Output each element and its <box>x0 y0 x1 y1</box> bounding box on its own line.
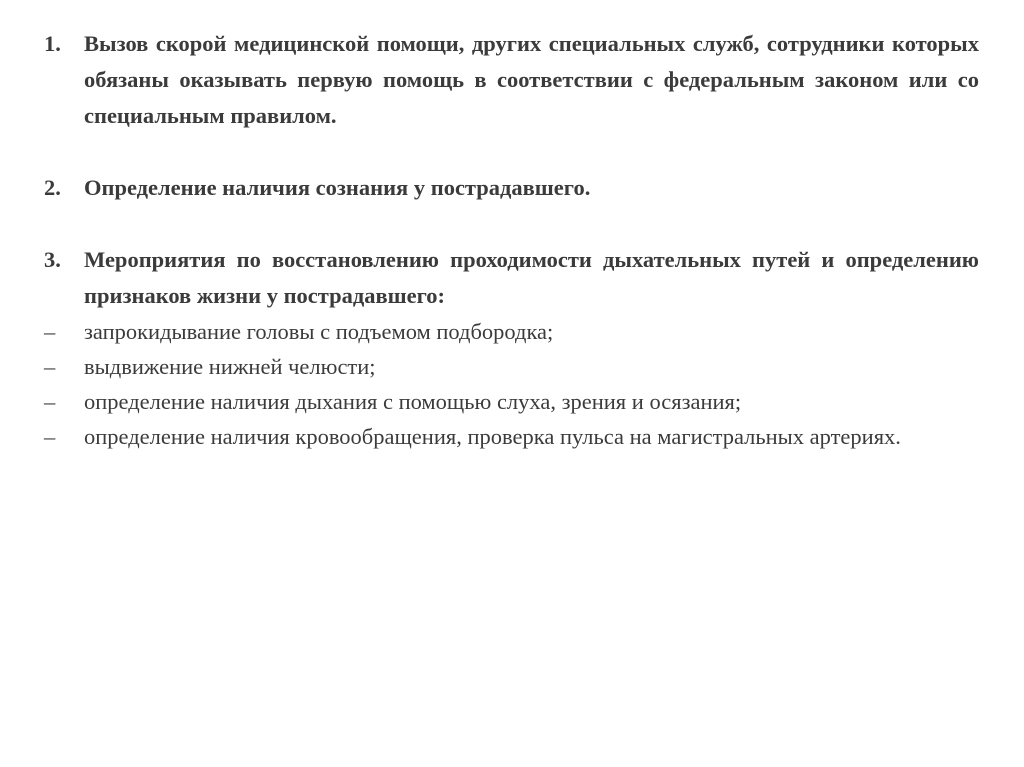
bullet-item-3 <box>44 384 979 419</box>
bullet-text: определение наличия кровообращения, проверка пульса на магистральных артериях. <box>84 424 901 449</box>
item-number: 1. <box>44 31 61 56</box>
list-item-2 <box>44 170 979 206</box>
item-number: 2. <box>44 175 61 200</box>
item-number: 3. <box>44 247 61 272</box>
spacer <box>44 134 979 170</box>
bullet-item-2 <box>44 349 979 384</box>
list-item-3 <box>44 242 979 314</box>
list-item-1 <box>44 26 979 134</box>
dash-marker: – <box>44 354 56 379</box>
bullet-item-1 <box>44 314 979 349</box>
bullet-text: запрокидывание головы с подъемом подбородка; <box>84 319 554 344</box>
item-text: Определение наличия сознания у пострадавшего. <box>84 175 591 200</box>
spacer <box>44 206 979 242</box>
item-text: Вызов скорой медицинской помощи, других специальных служб, сотрудники которых обязаны оказывать первую помощь в соответствии с федеральным законом или со специальным правилом. <box>84 31 979 128</box>
bullet-text: определение наличия дыхания с помощью слуха, зрения и осязания; <box>84 389 742 414</box>
dash-marker: – <box>44 319 56 344</box>
dash-marker: – <box>44 424 56 449</box>
bullet-text: выдвижение нижней челюсти; <box>84 354 376 379</box>
dash-marker: – <box>44 389 56 414</box>
item-text: Мероприятия по восстановлению проходимости дыхательных путей и определению признаков жизни у пострадавшего: <box>84 247 979 308</box>
slide-content <box>44 26 979 454</box>
bullet-item-4 <box>44 419 979 454</box>
